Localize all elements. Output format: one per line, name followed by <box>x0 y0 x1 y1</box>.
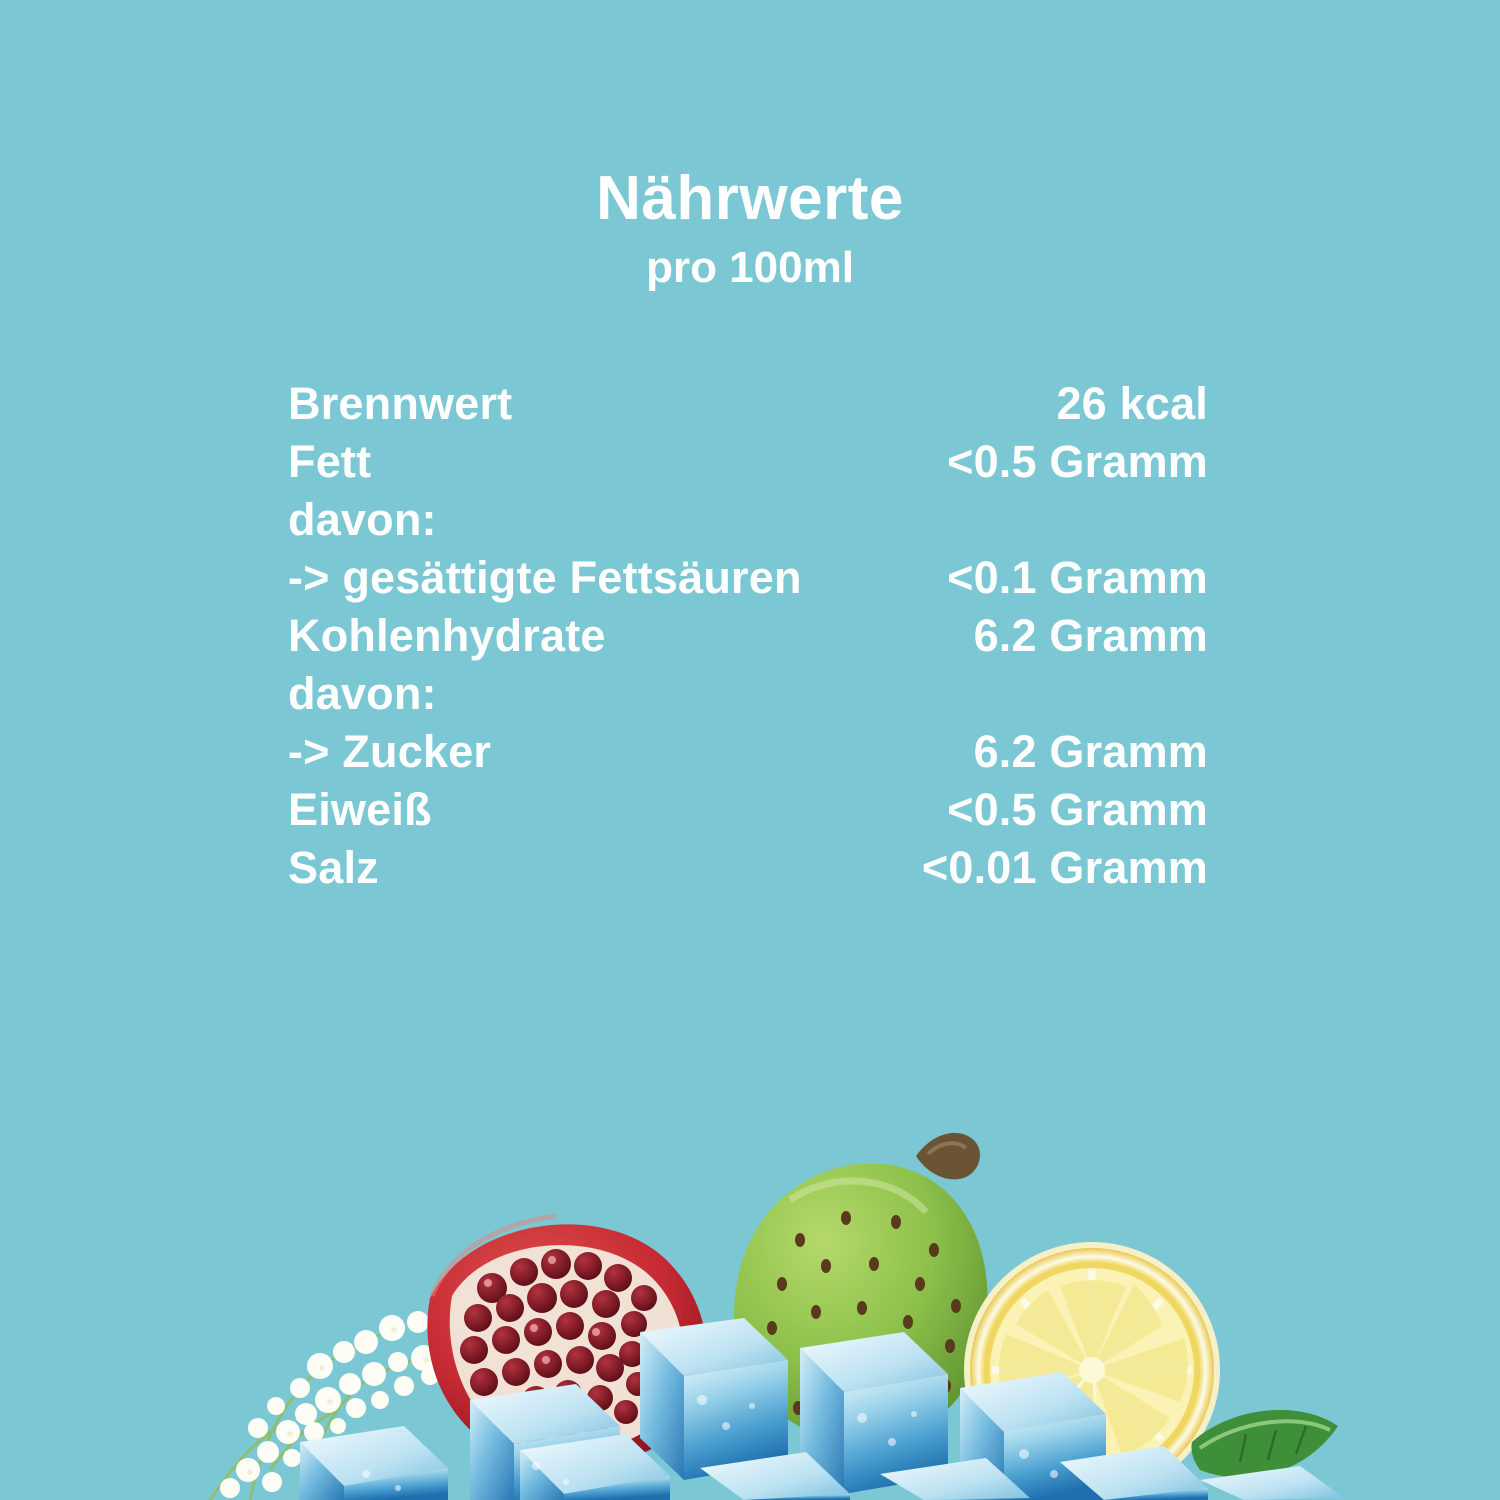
nutrient-value: <0.1 Gramm <box>947 552 1208 603</box>
nutrient-label: -> Zucker <box>288 726 492 777</box>
nutrition-table <box>288 378 1208 900</box>
heading-block <box>0 164 1500 292</box>
nutrient-value: <0.5 Gramm <box>947 436 1208 487</box>
table-row <box>288 668 1208 726</box>
nutrient-value: <0.5 Gramm <box>947 784 1208 835</box>
nutrient-label: davon: <box>288 494 437 545</box>
lemon-slice <box>964 1242 1220 1498</box>
nutrient-value: <0.01 Gramm <box>921 842 1208 893</box>
table-row <box>288 494 1208 552</box>
pomegranate-half <box>427 1216 706 1466</box>
nutrient-label: davon: <box>288 668 437 719</box>
table-row <box>288 436 1208 494</box>
table-row <box>288 378 1208 436</box>
nutrient-label: -> gesättigte Fettsäuren <box>288 552 802 603</box>
page-subtitle: pro 100ml <box>646 243 854 292</box>
table-row <box>288 610 1208 668</box>
ice-cubes <box>300 1318 1344 1500</box>
mint-leaf <box>1191 1410 1338 1478</box>
nutrient-value: 6.2 Gramm <box>973 610 1208 661</box>
fruit-ice-artwork <box>0 1070 1500 1500</box>
table-row <box>288 552 1208 610</box>
nutrient-label: Salz <box>288 842 379 893</box>
nutrient-label: Brennwert <box>288 378 513 429</box>
page-title: Nährwerte <box>596 164 904 233</box>
elderflower-cluster <box>210 1311 462 1500</box>
table-row <box>288 726 1208 784</box>
table-row <box>288 842 1208 900</box>
cactus-fig <box>734 1133 987 1441</box>
table-row <box>288 784 1208 842</box>
nutrient-label: Fett <box>288 436 372 487</box>
nutrient-label: Kohlenhydrate <box>288 610 606 661</box>
nutrient-value: 6.2 Gramm <box>973 726 1208 777</box>
nutrient-value: 26 kcal <box>1056 378 1208 429</box>
nutrient-label: Eiweiß <box>288 784 432 835</box>
